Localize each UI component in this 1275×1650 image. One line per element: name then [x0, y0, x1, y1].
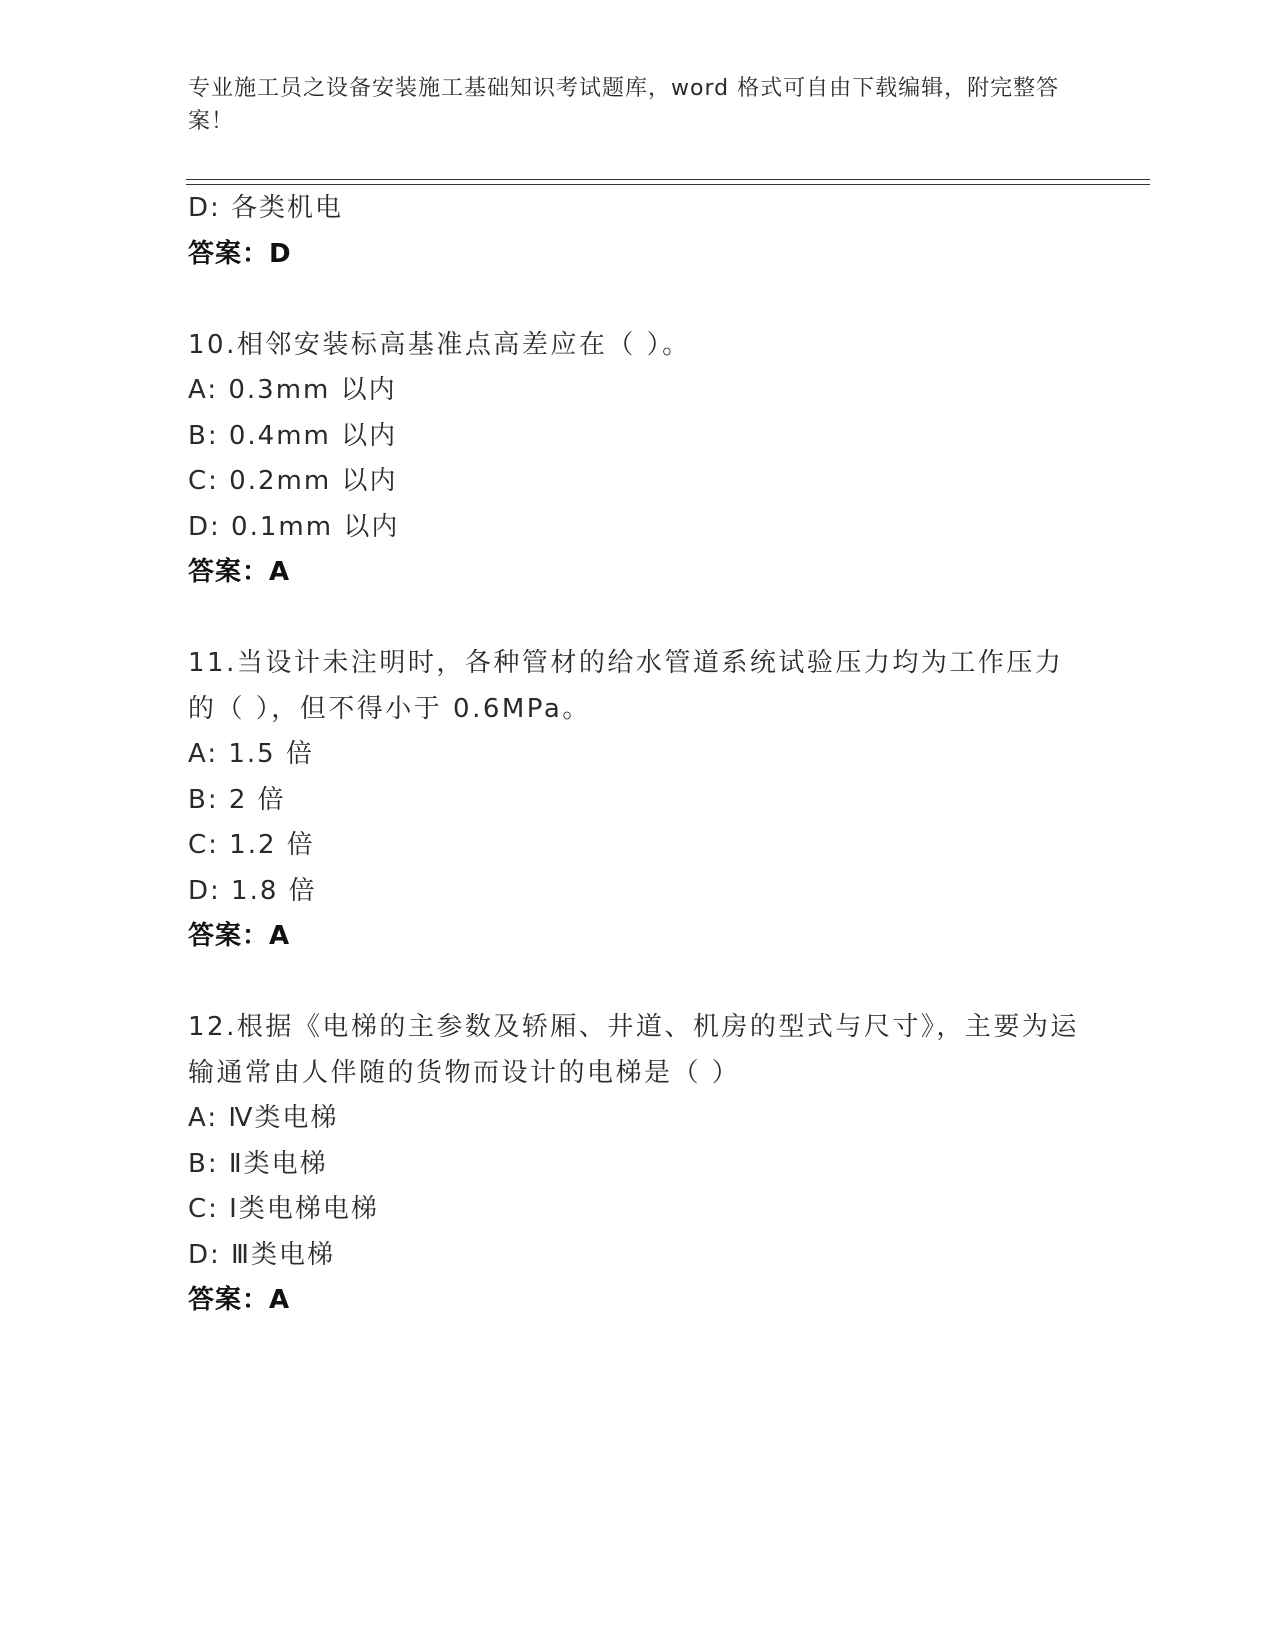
- spacer: [188, 960, 1088, 1006]
- option-a: A: 1.5 倍: [188, 739, 314, 769]
- question-9-tail: [188, 186, 1088, 277]
- option-d: D: 1.8 倍: [188, 875, 317, 906]
- option-c: C: 1.2 倍: [188, 830, 315, 860]
- header-divider-bottom: [186, 184, 1150, 185]
- option-b: B: 0.4mm 以内: [188, 420, 398, 451]
- question-text: 11.当设计未注明时，各种管材的给水管道系统试验压力均为工作压力的（ ），但不得小于 0.6MPa。: [188, 648, 1064, 724]
- document-body: [188, 186, 1088, 1324]
- answer: 答案：A: [188, 921, 291, 951]
- option-b: B: Ⅱ类电梯: [188, 1148, 328, 1179]
- question-text: 12.根据《电梯的主参数及轿厢、井道、机房的型式与尺寸》，主要为运输通常由人伴随的货物而设计的电梯是（ ）: [188, 1012, 1079, 1088]
- document-header: 专业施工员之设备安装施工基础知识考试题库，word 格式可自由下载编辑，附完整答案！: [188, 76, 1060, 134]
- header-divider-top: [186, 179, 1150, 180]
- question-12: [188, 1005, 1088, 1324]
- spacer: [188, 277, 1088, 323]
- option-a: A: 0.3mm 以内: [188, 375, 397, 405]
- option-b: B: 2 倍: [188, 784, 286, 815]
- question-11: [188, 641, 1088, 960]
- option-d: D: 0.1mm 以内: [188, 511, 400, 542]
- question-10: [188, 323, 1088, 596]
- option-a: A: Ⅳ类电梯: [188, 1103, 339, 1133]
- answer: 答案：A: [188, 557, 291, 587]
- option-c: C: Ⅰ类电梯电梯: [188, 1194, 379, 1224]
- spacer: [188, 596, 1088, 642]
- answer: 答案：A: [188, 1285, 291, 1315]
- option-c: C: 0.2mm 以内: [188, 466, 398, 496]
- question-text: 10.相邻安装标高基准点高差应在（ ）。: [188, 329, 691, 360]
- option-d: D: Ⅲ类电梯: [188, 1239, 335, 1270]
- option-d: D: 各类机电: [188, 193, 344, 223]
- answer: 答案：D: [188, 238, 292, 269]
